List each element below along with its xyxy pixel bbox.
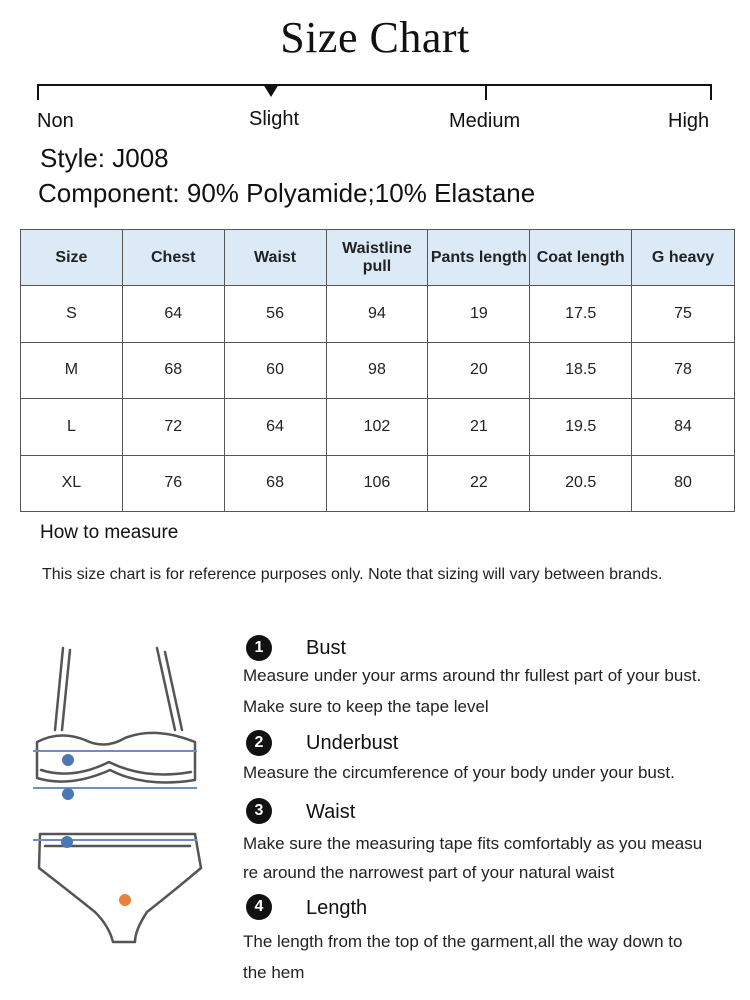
- table-cell: 22: [428, 455, 530, 512]
- step-2-number-icon: 2: [246, 730, 272, 756]
- table-header: Size: [21, 230, 123, 286]
- table-cell: 56: [224, 286, 326, 343]
- style-label: Style:: [40, 143, 106, 173]
- page-title: Size Chart: [280, 13, 470, 62]
- table-cell: 68: [224, 455, 326, 512]
- step-3-number-icon: 3: [246, 798, 272, 824]
- table-row: [21, 286, 735, 343]
- scale-pointer-icon: [263, 84, 279, 97]
- scale-tick-medium: [485, 84, 487, 100]
- briefs-shape: [39, 834, 201, 942]
- table-cell: 19: [428, 286, 530, 343]
- style-line: [40, 143, 169, 174]
- left-strap-shape: [55, 648, 63, 730]
- size-table: [20, 229, 735, 512]
- scale-label-non: Non: [37, 110, 74, 132]
- step-2-text-line-1: Measure the circumference of your body under your bust.: [243, 763, 675, 782]
- marker-3-icon: [61, 836, 73, 848]
- table-cell: 20: [428, 342, 530, 399]
- step-3-text-line-2: re around the narrowest part of your natural waist: [243, 863, 615, 882]
- step-1-text-line-2: Make sure to keep the tape level: [243, 697, 489, 716]
- table-cell: S: [21, 286, 123, 343]
- step-1-title: Bust: [306, 637, 347, 659]
- table-header: Coat length: [530, 230, 632, 286]
- step-3-title: Waist: [306, 801, 356, 823]
- table-cell: 64: [224, 399, 326, 456]
- step-4-title: Length: [306, 897, 368, 919]
- table-cell: 94: [326, 286, 428, 343]
- step-1-number-icon: 1: [246, 635, 272, 661]
- table-row: [21, 399, 735, 456]
- component-value: 90% Polyamide;10% Elastane: [186, 178, 536, 208]
- scale-line: [38, 84, 712, 86]
- table-cell: 21: [428, 399, 530, 456]
- step-4-text-line-1: The length from the top of the garment,all the way down to: [243, 932, 683, 951]
- step-2-title: Underbust: [306, 732, 399, 754]
- table-cell: 19.5: [530, 399, 632, 456]
- table-cell: 75: [632, 286, 735, 343]
- step-4-number-icon: 4: [246, 894, 272, 920]
- table-cell: 106: [326, 455, 428, 512]
- marker-2-icon: [62, 788, 74, 800]
- table-cell: 98: [326, 342, 428, 399]
- table-cell: 18.5: [530, 342, 632, 399]
- table-cell: 17.5: [530, 286, 632, 343]
- marker-1-icon: [62, 754, 74, 766]
- scale-tick-non: [37, 84, 39, 100]
- step-1-text-line-1: Measure under your arms around thr fullest part of your bust.: [243, 666, 702, 685]
- table-row: [21, 342, 735, 399]
- table-cell: 80: [632, 455, 735, 512]
- scale-label-high: High: [668, 110, 710, 132]
- table-cell: 76: [122, 455, 224, 512]
- table-cell: 72: [122, 399, 224, 456]
- table-row: [21, 455, 735, 512]
- left-strap-inner-shape: [62, 650, 70, 730]
- table-cell: 102: [326, 399, 428, 456]
- step-4-text-line-2: the hem: [243, 963, 305, 982]
- step-3-text-line-1: Make sure the measuring tape fits comfortably as you measu: [243, 834, 703, 853]
- table-header: G heavy: [632, 230, 735, 286]
- style-value: J008: [112, 143, 169, 173]
- marker-4-icon: [119, 894, 131, 906]
- how-to-measure-note: This size chart is for reference purposes only. Note that sizing will vary between brands.: [42, 566, 663, 583]
- table-cell: 78: [632, 342, 735, 399]
- table-header: Chest: [122, 230, 224, 286]
- table-cell: L: [21, 399, 123, 456]
- table-header: Waistline pull: [326, 230, 428, 286]
- scale-label-medium: Medium: [449, 110, 521, 132]
- how-to-measure-title: How to measure: [40, 522, 179, 543]
- table-cell: 84: [632, 399, 735, 456]
- scale-tick-high: [710, 84, 712, 100]
- table-cell: M: [21, 342, 123, 399]
- table-cell: 68: [122, 342, 224, 399]
- table-header-row: [21, 230, 735, 286]
- table-cell: 60: [224, 342, 326, 399]
- table-header: Waist: [224, 230, 326, 286]
- table-header: Pants length: [428, 230, 530, 286]
- table-cell: 20.5: [530, 455, 632, 512]
- scale-label-slight: Slight: [249, 108, 300, 130]
- stretch-scale: [0, 0, 750, 140]
- bikini-illustration: [25, 630, 225, 970]
- component-line: [38, 178, 535, 209]
- table-cell: XL: [21, 455, 123, 512]
- component-label: Component:: [38, 178, 180, 208]
- table-cell: 64: [122, 286, 224, 343]
